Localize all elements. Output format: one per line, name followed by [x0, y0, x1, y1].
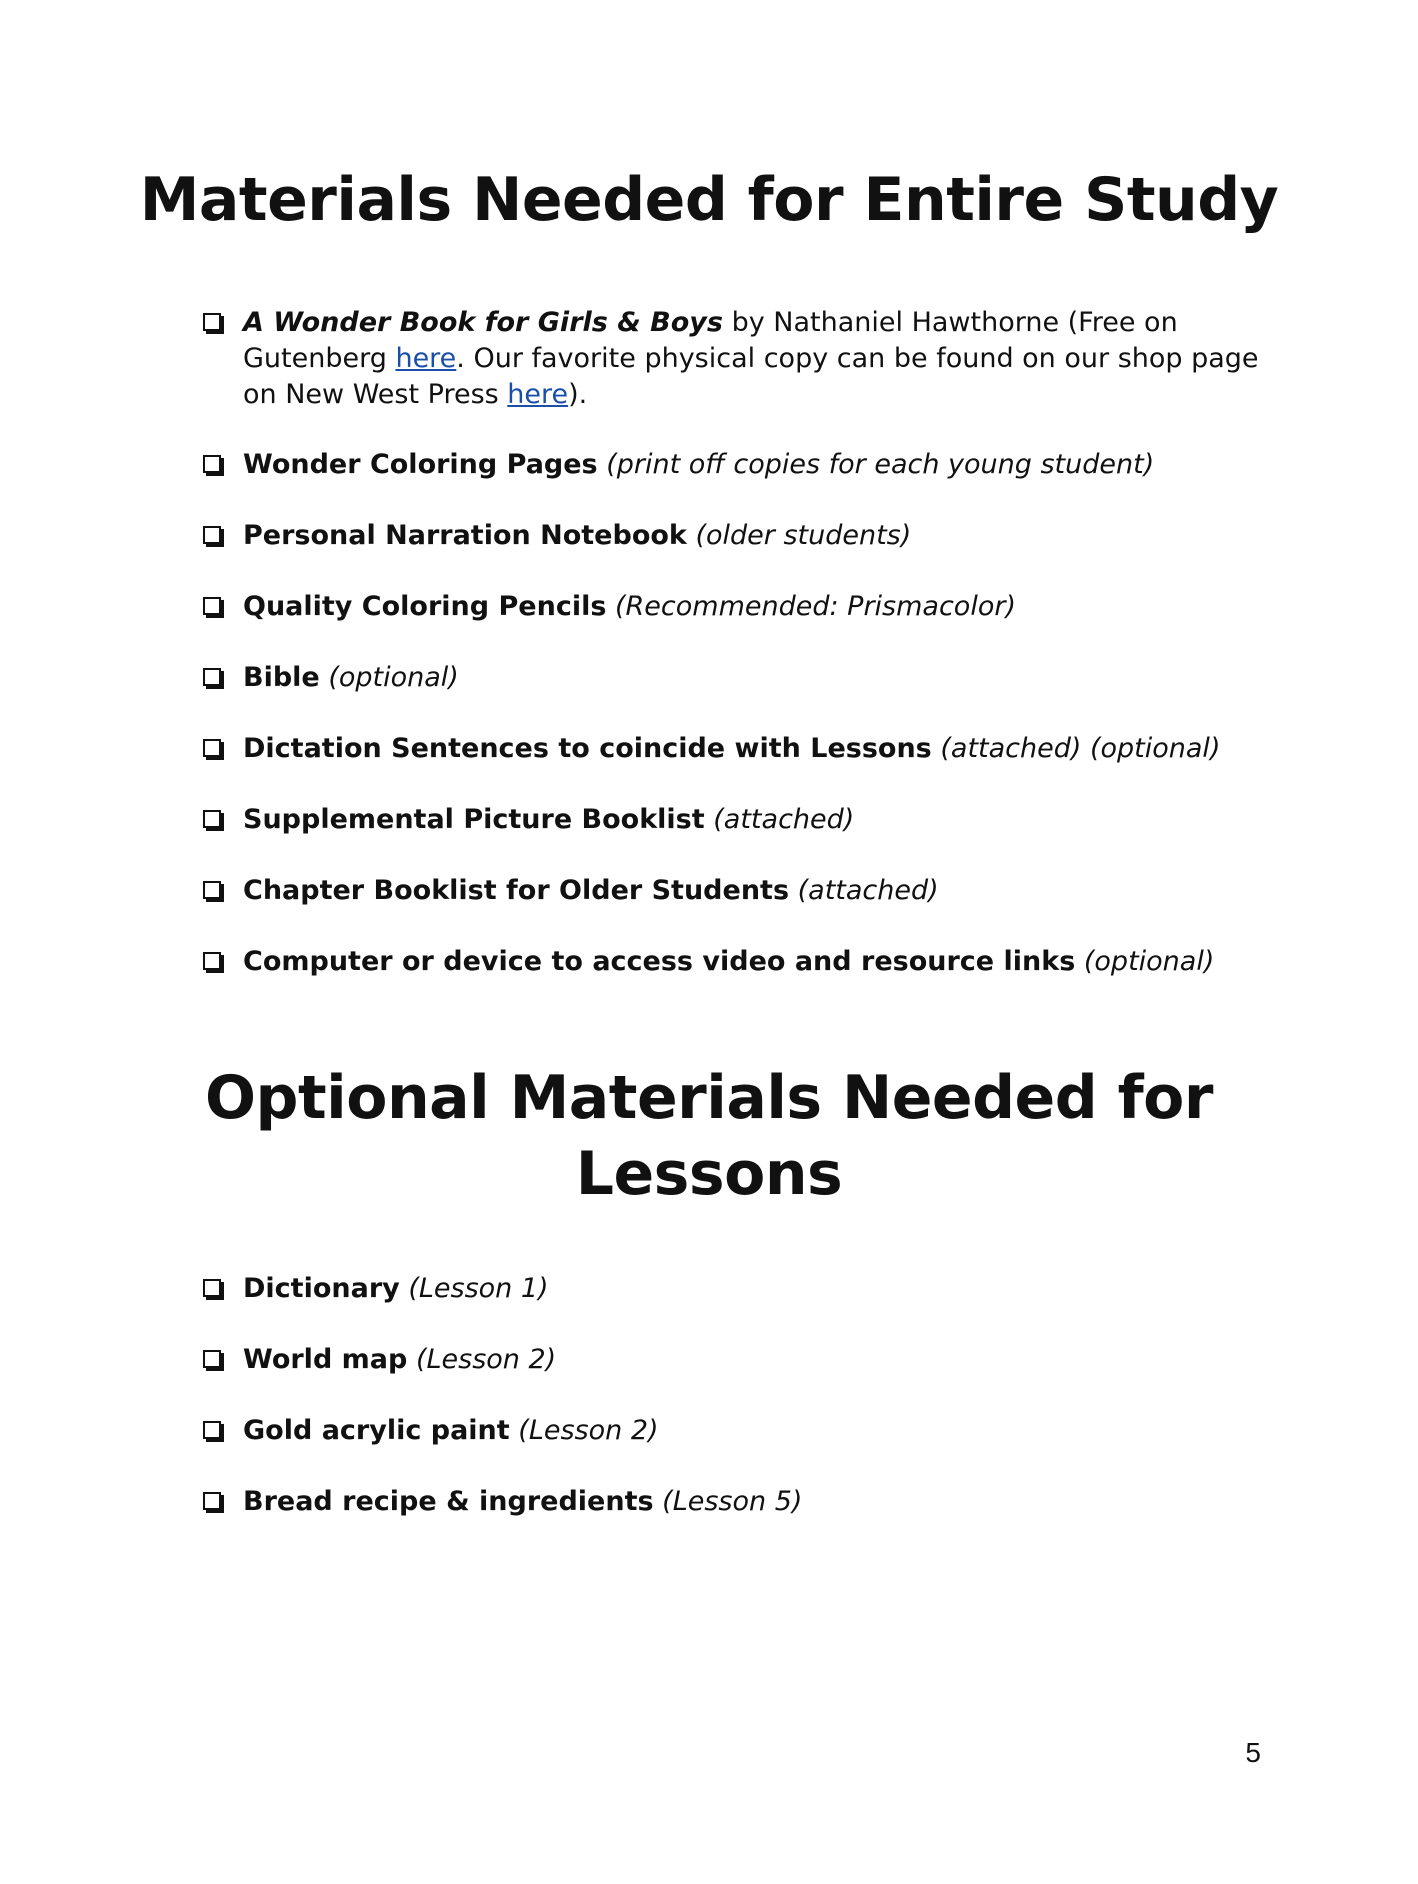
list-item [200, 305, 1280, 413]
materials-list [200, 305, 1280, 1015]
list-item [200, 1413, 1280, 1449]
section-title-materials: Materials Needed for Entire Study [139, 165, 1279, 235]
optional-materials-list [200, 1271, 1280, 1555]
title-line: Optional Materials Needed for [205, 1063, 1213, 1133]
item-note: (Lesson 2) [518, 1415, 659, 1446]
item-name: Dictionary [243, 1273, 400, 1304]
item-note: (Recommended: Prismacolor) [615, 591, 1016, 622]
item-note: (Lesson 1) [408, 1273, 549, 1304]
checkbox-icon[interactable] [203, 668, 221, 686]
item-text: . Our favorite physical copy can be found on our shop page on New West Press [243, 343, 1259, 410]
item-note: (attached) [797, 875, 939, 906]
item-note: (attached) (optional) [940, 733, 1221, 764]
item-name: Computer or device to access video and resource links [243, 946, 1076, 977]
new-west-press-link[interactable]: here [507, 379, 569, 410]
item-note: (older students) [695, 520, 912, 551]
item-note: (optional) [328, 662, 459, 693]
checkbox-icon[interactable] [203, 1421, 221, 1439]
item-name: Chapter Booklist for Older Students [243, 875, 790, 906]
item-name: Dictation Sentences to coincide with Lessons [243, 733, 932, 764]
item-name: World map [243, 1344, 408, 1375]
gutenberg-link[interactable]: here [395, 343, 457, 374]
list-item [200, 589, 1280, 625]
item-name: Bible [243, 662, 320, 693]
item-name: Supplemental Picture Booklist [243, 804, 705, 835]
page-number: 5 [1245, 1737, 1261, 1768]
item-name: Wonder Coloring Pages [243, 449, 598, 480]
book-title: A Wonder Book for Girls & Boys [243, 307, 723, 338]
checkbox-icon[interactable] [203, 1492, 221, 1510]
checkbox-icon[interactable] [203, 739, 221, 757]
list-item [200, 802, 1280, 838]
list-item [200, 447, 1280, 483]
item-name: Gold acrylic paint [243, 1415, 510, 1446]
item-name: Personal Narration Notebook [243, 520, 687, 551]
checkbox-icon[interactable] [203, 881, 221, 899]
checkbox-icon[interactable] [203, 455, 221, 473]
list-item [200, 1342, 1280, 1378]
list-item [200, 944, 1280, 980]
section-title-optional-materials [0, 1060, 1418, 1212]
item-note: (Lesson 2) [415, 1344, 557, 1375]
checkbox-icon[interactable] [203, 597, 221, 615]
checkbox-icon[interactable] [203, 952, 221, 970]
item-note: (attached) [713, 804, 855, 835]
list-item [200, 873, 1280, 909]
item-text: ). [568, 379, 588, 410]
checkbox-icon[interactable] [203, 810, 221, 828]
item-text: by Nathaniel Hawthorne (Free on Gutenberg [243, 307, 1178, 374]
checkbox-icon[interactable] [203, 1350, 221, 1368]
checkbox-icon[interactable] [203, 1279, 221, 1297]
list-item [200, 731, 1280, 767]
item-note: (Lesson 5) [662, 1486, 803, 1517]
list-item [200, 1484, 1280, 1520]
item-name: Bread recipe & ingredients [243, 1486, 654, 1517]
list-item [200, 1271, 1280, 1307]
list-item [200, 518, 1280, 554]
item-name: Quality Coloring Pencils [243, 591, 607, 622]
checkbox-icon[interactable] [203, 313, 221, 331]
checkbox-icon[interactable] [203, 526, 221, 544]
item-note: (optional) [1083, 946, 1215, 977]
title-line: Lessons [575, 1139, 843, 1209]
item-note: (print off copies for each young student) [606, 449, 1155, 480]
list-item [200, 660, 1280, 696]
